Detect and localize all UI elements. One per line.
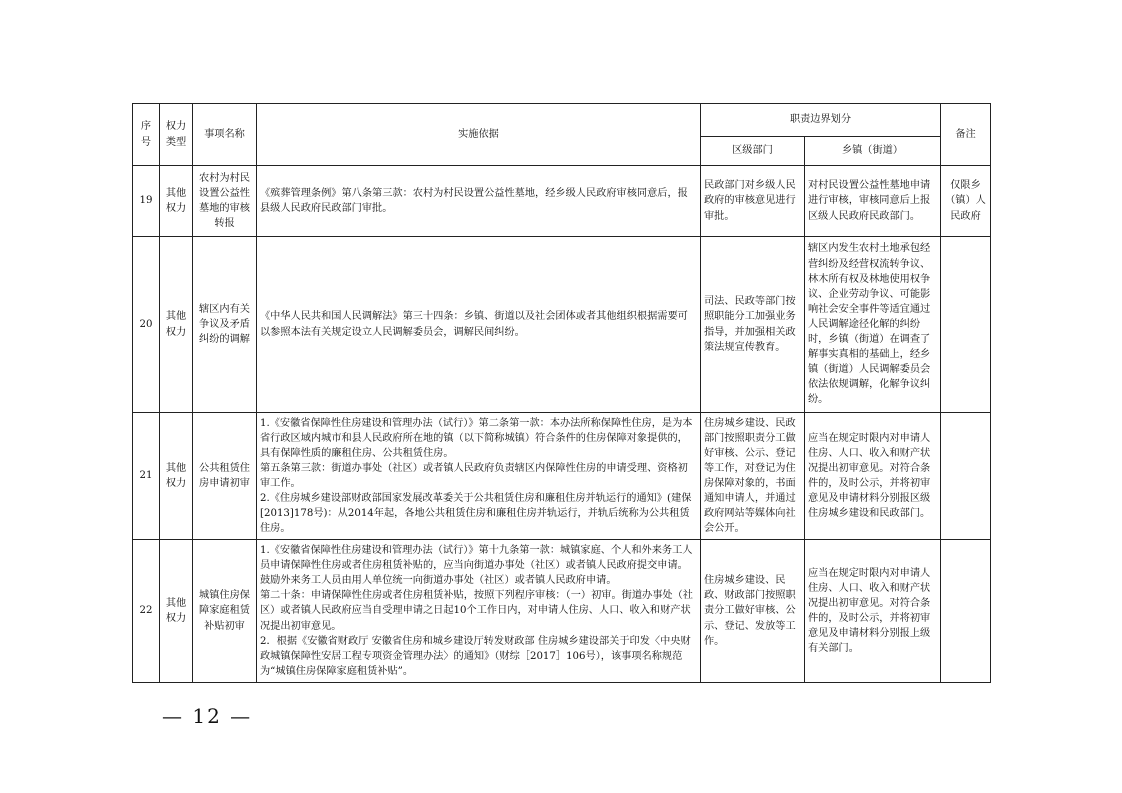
- basis-paragraph: 《殡葬管理条例》第八条第三款：农村为村民设置公益性墓地，经乡级人民政府审核同意后，报县级人民政府民政部门审批。: [260, 187, 688, 214]
- powers-table: [132, 103, 991, 683]
- basis-paragraph: 1.《安徽省保障性住房建设和管理办法（试行）》第二条第一款：本办法所称保障性住房，是为本省行政区域内城市和县人民政府所在地的镇（以下简称城镇）符合条件的住房保障对象提供的，具有保障性质的廉租住房、公共租赁住房。: [260, 417, 693, 459]
- row-type: 其他权力: [160, 166, 193, 237]
- header-basis: 实施依据: [257, 104, 701, 166]
- table-row: [133, 166, 991, 237]
- header-remark: 备注: [941, 104, 991, 166]
- row-remark: 仅限乡（镇）人民政府: [941, 166, 991, 237]
- row-township: 辖区内发生农村土地承包经营纠纷及经营权流转争议、林木所有权及林地使用权争议、企业劳动争议、可能影响社会安全事件等适宜通过人民调解途径化解的纠纷时，乡镇（街道）在调查了解事实真相的基础上，经乡镇（街道）人民调解委员会依法依规调解，化解争议纠纷。: [805, 237, 941, 413]
- row-no: 22: [133, 540, 160, 683]
- row-name: 公共租赁住房申请初审: [193, 413, 257, 540]
- row-no: 20: [133, 237, 160, 413]
- row-no: 19: [133, 166, 160, 237]
- row-type: 其他权力: [160, 540, 193, 683]
- row-township: 应当在规定时限内对申请人住房、人口、收入和财产状况提出初审意见。对符合条件的，及时公示，并将初审意见及申请材料分别报上级有关部门。: [805, 540, 941, 683]
- header-type: 权力类型: [160, 104, 193, 166]
- row-remark: [941, 237, 991, 413]
- row-type: 其他权力: [160, 237, 193, 413]
- row-remark: [941, 540, 991, 683]
- row-name: 城镇住房保障家庭租赁补贴初审: [193, 540, 257, 683]
- table-row: [133, 237, 991, 413]
- header-division: 职责边界划分: [701, 104, 941, 137]
- row-basis: [257, 540, 701, 683]
- row-basis: [257, 237, 701, 413]
- table-row: [133, 540, 991, 683]
- basis-paragraph: 2．根据《安徽省财政厅 安徽省住房和城乡建设厅转发财政部 住房城乡建设部关于印发〈中央财政城镇保障性安居工程专项资金管理办法〉的通知》（财综［2017］106号），该事项名称规范为“城镇住房保障家庭租赁补贴”。: [260, 635, 691, 677]
- row-district: 司法、民政等部门按照职能分工加强业务指导，并加强相关政策法规宣传教育。: [701, 237, 805, 413]
- row-name: 辖区内有关争议及矛盾纠纷的调解: [193, 237, 257, 413]
- header-no: 序号: [133, 104, 160, 166]
- header-district: 区级部门: [701, 137, 805, 166]
- basis-paragraph: 第二十条：申请保障性住房或者住房租赁补贴，按照下列程序审核：（一）初审。街道办事处（社区）或者镇人民政府应当自受理申请之日起10个工作日内，对申请人住房、人口、收入和财产状况提出初审意见。: [260, 590, 693, 632]
- table-row: [133, 413, 991, 540]
- row-basis: [257, 413, 701, 540]
- row-township: 对村民设置公益性墓地申请进行审核，审核同意后上报区级人民政府民政部门。: [805, 166, 941, 237]
- basis-paragraph: 第五条第三款：街道办事处（社区）或者镇人民政府负责辖区内保障性住房的申请受理、资格初审工作。: [260, 462, 688, 489]
- row-name: 农村为村民设置公益性墓地的审核转报: [193, 166, 257, 237]
- row-type: 其他权力: [160, 413, 193, 540]
- basis-paragraph: 1.《安徽省保障性住房建设和管理办法（试行）》第十九条第一款：城镇家庭、个人和外来务工人员申请保障性住房或者住房租赁补贴的，应当向街道办事处（社区）或者镇人民政府提交申请。鼓励外来务工人员由用人单位统一向街道办事处（社区）或者镇人民政府申请。: [260, 545, 693, 587]
- row-district: 住房城乡建设、民政部门按照职责分工做好审核、公示、登记等工作，对登记为住房保障对象的，书面通知申请人，并通过政府网站等媒体向社会公开。: [701, 413, 805, 540]
- row-township: 应当在规定时限内对申请人住房、人口、收入和财产状况提出初审意见。对符合条件的，及时公示，并将初审意见及申请材料分别报区级住房城乡建设和民政部门。: [805, 413, 941, 540]
- basis-paragraph: 《中华人民共和国人民调解法》第三十四条：乡镇、街道以及社会团体或者其他组织根据需要可以参照本法有关规定设立人民调解委员会，调解民间纠纷。: [260, 311, 688, 338]
- row-basis: [257, 166, 701, 237]
- row-no: 21: [133, 413, 160, 540]
- basis-paragraph: 2.《住房城乡建设部财政部国家发展改革委关于公共租赁住房和廉租住房并轨运行的通知》(建保[2013]178号)：从2014年起，各地公共租赁住房和廉租住房并轨运行，并轨后统称为公共租赁住房。: [260, 493, 692, 535]
- header-name: 事项名称: [193, 104, 257, 166]
- header-township: 乡镇（街道）: [805, 137, 941, 166]
- page-number: — 12 —: [162, 704, 253, 728]
- row-district: 民政部门对乡级人民政府的审核意见进行审批。: [701, 166, 805, 237]
- row-district: 住房城乡建设、民政、财政部门按照职责分工做好审核、公示、登记、发放等工作。: [701, 540, 805, 683]
- header-row-1: [133, 104, 991, 137]
- row-remark: [941, 413, 991, 540]
